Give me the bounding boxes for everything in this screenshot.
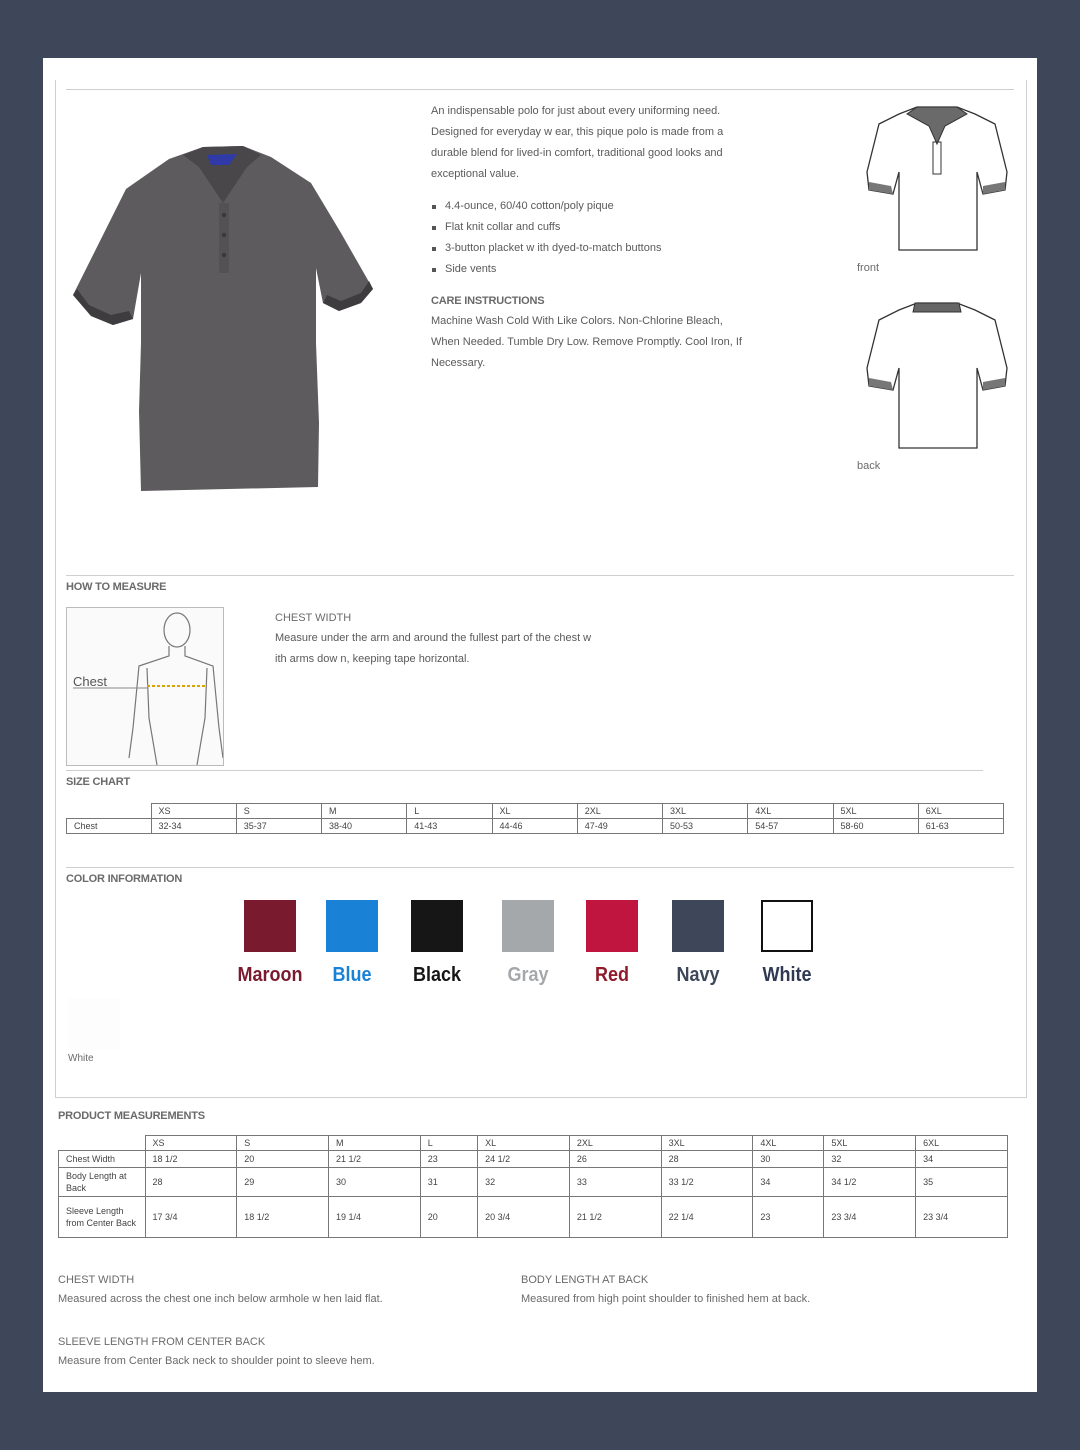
- table-cell: 23: [753, 1197, 824, 1238]
- table-cell: 35-37: [236, 819, 321, 834]
- swatch-color-box: [761, 900, 813, 952]
- table-cell: 47-49: [577, 819, 662, 834]
- swatch-label: Black: [412, 964, 462, 986]
- table-row: [67, 819, 1004, 834]
- table-cell: 50-53: [663, 819, 748, 834]
- table-cell: 34: [916, 1151, 1008, 1168]
- size-header: XS: [145, 1136, 237, 1151]
- table-cell: 21 1/2: [569, 1197, 661, 1238]
- size-chart-table: [66, 803, 1004, 834]
- swatch-label: Gray: [507, 964, 549, 986]
- table-cell: 28: [145, 1168, 237, 1197]
- top-divider: [66, 89, 1014, 90]
- definition-text: Measured across the chest one inch below armhole w hen laid flat.: [58, 1293, 383, 1305]
- small-white-label: White: [68, 1053, 94, 1064]
- row-label: Sleeve Length from Center Back: [59, 1197, 146, 1238]
- table-cell: 17 3/4: [145, 1197, 237, 1238]
- size-header: 6XL: [918, 804, 1003, 819]
- swatch-color-box: [244, 900, 296, 952]
- front-label: front: [857, 262, 880, 274]
- color-swatch-black: [392, 900, 482, 987]
- size-header: 4XL: [753, 1136, 824, 1151]
- table-cell: 38-40: [322, 819, 407, 834]
- back-drawing-image: [865, 298, 1010, 453]
- table-row: [59, 1136, 1008, 1151]
- definition-text: Measured from high point shoulder to finished hem at back.: [521, 1293, 811, 1305]
- spec-sheet: [43, 58, 1037, 1392]
- swatch-label: Navy: [676, 964, 720, 986]
- size-header: S: [237, 1136, 329, 1151]
- table-cell: 34 1/2: [824, 1168, 916, 1197]
- swatch-color-box: [672, 900, 724, 952]
- swatch-color-box: [502, 900, 554, 952]
- section-divider: [66, 575, 1014, 576]
- polo-shirt-image: [71, 143, 376, 493]
- table-cell: 24 1/2: [478, 1151, 570, 1168]
- row-label: Body Length at Back: [59, 1168, 146, 1197]
- care-instructions-title: CARE INSTRUCTIONS: [431, 295, 545, 307]
- table-cell: 31: [420, 1168, 477, 1197]
- color-swatch-maroon: [225, 900, 315, 987]
- measure-figure: [66, 607, 224, 766]
- chest-width-title: CHEST WIDTH: [275, 612, 352, 624]
- definition-title: BODY LENGTH AT BACK: [521, 1274, 649, 1286]
- table-cell: 18 1/2: [237, 1197, 329, 1238]
- product-measurements-title: PRODUCT MEASUREMENTS: [58, 1110, 205, 1122]
- table-cell: 32-34: [151, 819, 236, 834]
- definition-text: Measure from Center Back neck to shoulder point to sleeve hem.: [58, 1355, 375, 1367]
- section-divider: [66, 867, 1014, 868]
- table-cell: 30: [329, 1168, 421, 1197]
- table-cell: 26: [569, 1151, 661, 1168]
- table-row: [59, 1197, 1008, 1238]
- table-row: [67, 804, 1004, 819]
- table-cell: 44-46: [492, 819, 577, 834]
- chest-width-text: Measure under the arm and around the fullest part of the chest w ith arms dow n, keeping tape horizontal.: [275, 632, 592, 665]
- feature-item: 3-button placket w ith dyed-to-match buttons: [431, 238, 761, 259]
- size-header: XL: [492, 804, 577, 819]
- size-chart-title: SIZE CHART: [66, 776, 131, 788]
- swatch-label: Maroon: [237, 964, 303, 986]
- table-cell: 20 3/4: [478, 1197, 570, 1238]
- color-information-title: COLOR INFORMATION: [66, 873, 183, 885]
- small-white-swatch: [68, 998, 120, 1050]
- table-cell: 22 1/4: [661, 1197, 753, 1238]
- size-header: 5XL: [824, 1136, 916, 1151]
- definition-title: CHEST WIDTH: [58, 1274, 135, 1286]
- section-divider: [66, 770, 983, 771]
- table-cell: 61-63: [918, 819, 1003, 834]
- product-description: An indispensable polo for just about every uniforming need. Designed for everyday w ear, this pique polo is made from a durable blend for lived-in comfort, traditional good looks and exceptional value.: [431, 105, 724, 180]
- size-header: M: [329, 1136, 421, 1151]
- table-row: [59, 1168, 1008, 1197]
- swatch-label: Blue: [332, 964, 372, 986]
- care-instructions-text: Machine Wash Cold With Like Colors. Non-Chlorine Bleach, When Needed. Tumble Dry Low. Remove Promptly. Cool Iron, If Necessary.: [431, 315, 742, 369]
- color-swatch-navy: [653, 900, 743, 987]
- chest-figure-label: Chest: [73, 674, 107, 689]
- back-label: back: [857, 460, 881, 472]
- size-header: 2XL: [577, 804, 662, 819]
- table-cell: 41-43: [407, 819, 492, 834]
- size-header: 5XL: [833, 804, 918, 819]
- table-cell: 20: [237, 1151, 329, 1168]
- table-cell: 33 1/2: [661, 1168, 753, 1197]
- swatch-label: White: [762, 964, 812, 986]
- row-label: Chest: [67, 819, 152, 834]
- size-header: M: [322, 804, 407, 819]
- table-cell: 30: [753, 1151, 824, 1168]
- table-cell: 23 3/4: [824, 1197, 916, 1238]
- feature-item: Flat knit collar and cuffs: [431, 217, 761, 238]
- table-cell: 54-57: [748, 819, 833, 834]
- size-header: 2XL: [569, 1136, 661, 1151]
- feature-item: Side vents: [431, 259, 761, 280]
- size-header: 3XL: [661, 1136, 753, 1151]
- size-header: 3XL: [663, 804, 748, 819]
- table-cell: 32: [824, 1151, 916, 1168]
- product-measurements-table: [58, 1135, 1008, 1238]
- swatch-color-box: [586, 900, 638, 952]
- row-label: Chest Width: [59, 1151, 146, 1168]
- table-cell: 33: [569, 1168, 661, 1197]
- size-header: L: [420, 1136, 477, 1151]
- table-cell: 23: [420, 1151, 477, 1168]
- table-cell: 35: [916, 1168, 1008, 1197]
- size-header: 4XL: [748, 804, 833, 819]
- swatch-label: Red: [594, 964, 630, 986]
- size-header: L: [407, 804, 492, 819]
- how-to-measure-title: HOW TO MEASURE: [66, 581, 167, 593]
- feature-list: [431, 196, 761, 280]
- table-cell: 23 3/4: [916, 1197, 1008, 1238]
- front-drawing-image: [865, 102, 1010, 257]
- swatch-color-box: [411, 900, 463, 952]
- table-cell: 32: [478, 1168, 570, 1197]
- table-cell: 20: [420, 1197, 477, 1238]
- table-cell: 21 1/2: [329, 1151, 421, 1168]
- size-header: XS: [151, 804, 236, 819]
- table-cell: 18 1/2: [145, 1151, 237, 1168]
- table-row: [59, 1151, 1008, 1168]
- size-header: XL: [478, 1136, 570, 1151]
- color-swatch-red: [567, 900, 657, 987]
- size-header: 6XL: [916, 1136, 1008, 1151]
- swatch-color-box: [326, 900, 378, 952]
- table-cell: 19 1/4: [329, 1197, 421, 1238]
- table-cell: 34: [753, 1168, 824, 1197]
- table-cell: 28: [661, 1151, 753, 1168]
- definition-title: SLEEVE LENGTH FROM CENTER BACK: [58, 1336, 266, 1348]
- color-swatch-gray: [483, 900, 573, 987]
- table-cell: 58-60: [833, 819, 918, 834]
- color-swatch-blue: [307, 900, 397, 987]
- size-header: S: [236, 804, 321, 819]
- feature-item: 4.4-ounce, 60/40 cotton/poly pique: [431, 196, 761, 217]
- color-swatch-white: [742, 900, 832, 987]
- table-cell: 29: [237, 1168, 329, 1197]
